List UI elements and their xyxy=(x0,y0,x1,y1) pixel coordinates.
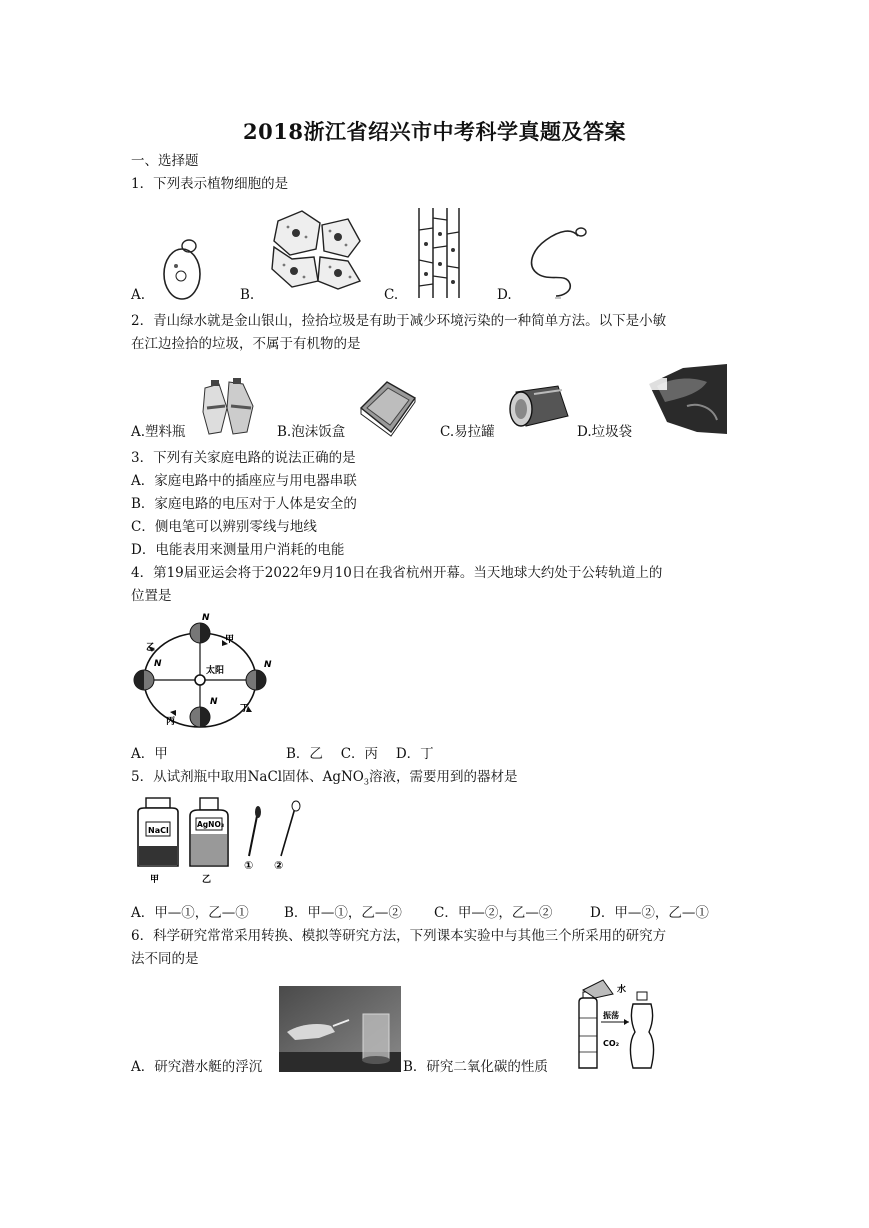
sperm-cell-image xyxy=(526,222,590,300)
nacl-label: NaCl xyxy=(148,826,169,835)
label-tool-2: ② xyxy=(274,859,284,872)
co2-label: CO₂ xyxy=(603,1039,620,1048)
q1-option-a: A. xyxy=(131,287,146,303)
label-bing: 丙 xyxy=(166,717,176,727)
reagent-bottles-diagram xyxy=(132,796,304,890)
elongated-cells-image xyxy=(413,208,463,298)
q1-stem: 1．下列表示植物细胞的是 xyxy=(131,176,289,192)
q2-stem-line1: 2．青山绿水就是金山银山，捡拾垃圾是有助于减少环境污染的一种简单方法。以下是小敏 xyxy=(131,313,667,329)
page-title: 2018浙江省绍兴市中考科学真题及答案 xyxy=(243,119,626,144)
q3-option-a: A．家庭电路中的插座应与用电器串联 xyxy=(131,473,357,489)
q2-stem-line2: 在江边捡拾的垃圾，不属于有机物的是 xyxy=(131,336,361,352)
water-label: 水 xyxy=(617,985,627,995)
q4-stem-line1: 4．第19届亚运会将于2022年9月10日在我省杭州开幕。当天地球大约处于公转轨道上的 xyxy=(131,565,663,581)
co2-experiment-diagram xyxy=(573,978,665,1074)
north-bottom: N xyxy=(210,697,218,707)
earth-left xyxy=(134,670,154,690)
q2-option-c: C.易拉罐 xyxy=(440,424,495,440)
q2-option-d: D.垃圾袋 xyxy=(577,424,633,440)
label-yi: 乙 xyxy=(146,643,156,653)
q2-option-b: B.泡沫饭盒 xyxy=(277,424,346,440)
earth-top xyxy=(190,623,210,643)
bottle-before xyxy=(579,992,597,1068)
tool-spoon xyxy=(281,801,300,856)
q6-option-b: B．研究二氧化碳的性质 xyxy=(403,1059,548,1075)
yeast-cell-image xyxy=(158,232,208,302)
tool-dropper xyxy=(249,806,261,856)
section-heading: 一、选择题 xyxy=(131,153,199,169)
foam-box-image xyxy=(357,378,419,436)
q6-stem-line2: 法不同的是 xyxy=(131,951,199,967)
north-left: N xyxy=(154,659,162,669)
bottle-nacl xyxy=(138,798,178,866)
label-bottle-yi: 乙 xyxy=(202,875,212,885)
sun-label: 太阳 xyxy=(206,666,225,676)
label-jia: 甲 xyxy=(225,635,235,645)
plastic-bottles-image xyxy=(199,378,259,438)
q3-option-c: C．侧电笔可以辨别零线与地线 xyxy=(131,519,317,535)
label-bottle-jia: 甲 xyxy=(150,875,160,885)
label-ding: 丁 xyxy=(240,704,250,714)
earth-bottom xyxy=(190,707,210,727)
submarine-experiment-photo xyxy=(279,986,401,1072)
q5-option-d: D．甲—②，乙—① xyxy=(590,905,709,921)
q5-option-b: B．甲—①，乙—② xyxy=(284,905,402,921)
shake-label: 振荡 xyxy=(603,1011,619,1020)
label-tool-1: ① xyxy=(244,859,254,872)
q4-options-bcd: B．乙 C．丙 D．丁 xyxy=(286,746,434,762)
can-image xyxy=(508,378,570,434)
q1-option-c: C. xyxy=(384,287,399,303)
plant-cells-group-image xyxy=(268,207,364,289)
q1-option-b: B. xyxy=(240,287,255,303)
q5-option-c: C．甲—②，乙—② xyxy=(434,905,553,921)
q3-option-d: D．电能表用来测量用户消耗的电能 xyxy=(131,542,345,558)
earth-right xyxy=(246,670,266,690)
q4-stem-line2: 位置是 xyxy=(131,588,172,604)
north-top: N xyxy=(202,613,210,623)
q5-stem: 5．从试剂瓶中取用NaCl固体、AgNO$_3$溶液，需要用到的器材是 xyxy=(131,769,518,787)
q4-option-a: A．甲 xyxy=(131,746,168,762)
bottle-agno3 xyxy=(190,798,228,866)
earth-orbit-diagram xyxy=(130,612,275,736)
agno3-label: AgNO₃ xyxy=(197,820,225,829)
q6-stem-line1: 6．科学研究常常采用转换、模拟等研究方法，下列课本实验中与其他三个所采用的研究方 xyxy=(131,928,667,944)
north-right: N xyxy=(264,660,272,670)
q2-option-a: A.塑料瓶 xyxy=(131,424,186,440)
garbage-bag-image xyxy=(647,362,729,438)
bottle-after xyxy=(630,992,653,1068)
q5-option-a: A．甲—①，乙—① xyxy=(131,905,249,921)
q1-option-d: D. xyxy=(497,287,512,303)
q3-option-b: B．家庭电路的电压对于人体是安全的 xyxy=(131,496,357,512)
q3-stem: 3．下列有关家庭电路的说法正确的是 xyxy=(131,450,356,466)
q6-option-a: A．研究潜水艇的浮沉 xyxy=(131,1059,263,1075)
